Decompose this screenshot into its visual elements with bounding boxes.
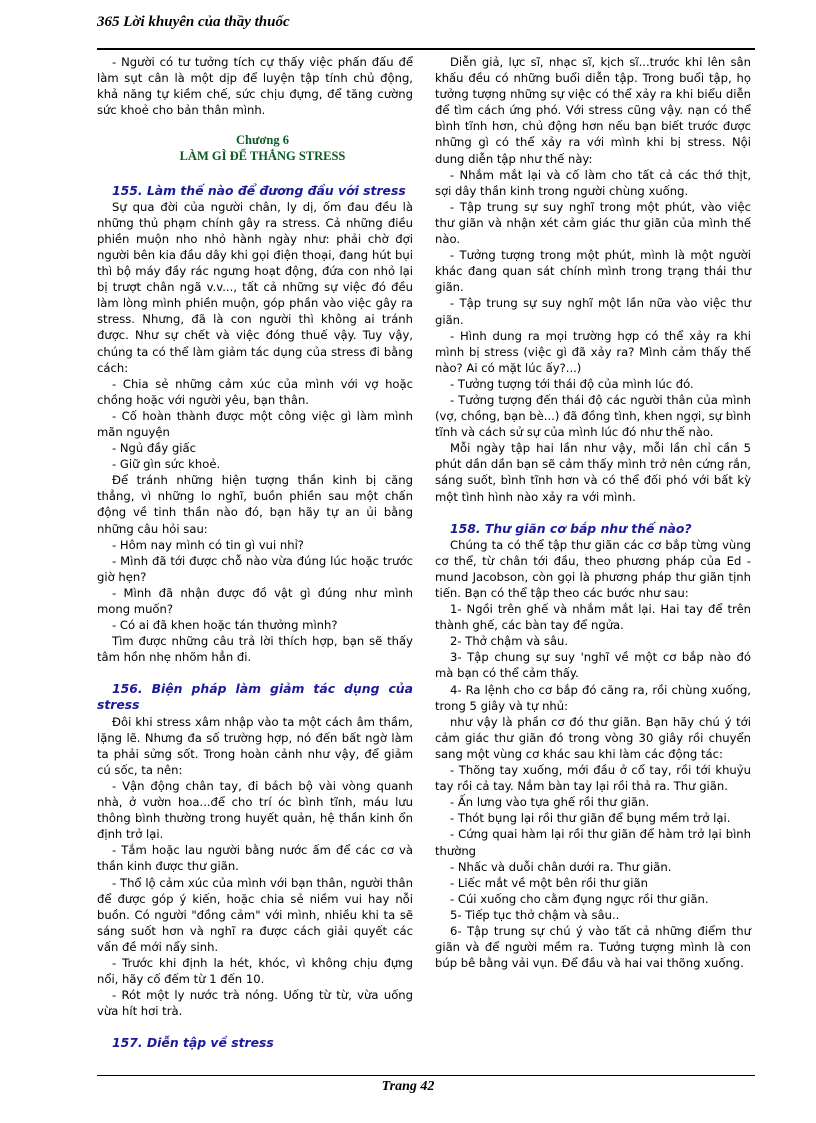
paragraph: Để tránh những hiện tượng thần kinh bị căng thẳng, vì những lo nghĩ, buồn phiền sau một chấn động về tinh thần nào đó, bạn hãy tự an ủi bằng những câu hỏi sau: — [97, 473, 413, 536]
list-item: - Thổ lộ cảm xúc của mình với bạn thân, người thân để được góp ý kiến, hoặc chia sẻ niềm vui hay nỗi buồn. Có người "đồng cảm" với mình, nhiều khi ta sẽ sáng suốt hơn và nghĩ ra được cách giải quyết các vấn đề mới nẩy sinh. — [97, 875, 413, 954]
list-item: - Cố hoàn thành được một công việc gì làm mình mãn nguyện — [97, 408, 413, 439]
list-item: - Có ai đã khen hoặc tán thưởng mình? — [112, 618, 338, 633]
footer-rule — [97, 1075, 755, 1076]
list-item: - Hôm nay mình có tin gì vui nhỉ? — [112, 537, 304, 552]
right-column — [435, 54, 751, 971]
paragraph: Tìm được những câu trả lời thích hợp, bạn sẽ thấy tâm hồn nhẹ nhõm hẳn đi. — [97, 634, 413, 665]
section-heading-155: 155. Làm thế nào để đương đầu với stress — [112, 182, 406, 198]
list-item: - Hình dung ra mọi trường hợp có thể xảy ra khi mình bị stress (việc gì đã xảy ra? Mình cảm thấy thế nào? Ai có mặt lúc ấy?...) — [435, 328, 751, 375]
list-item: - Tắm hoặc lau người bằng nước ấm để các cơ và thần kinh được thư giãn. — [97, 843, 413, 874]
list-item: - Thót bụng lại rồi thư giãn để bụng mềm trở lại. — [450, 811, 731, 826]
section-heading-158: 158. Thư giãn cơ bắp như thế nào? — [450, 520, 692, 536]
spacer — [435, 505, 751, 521]
running-header: 365 Lời khuyên của thầy thuốc — [97, 14, 290, 30]
step-item: 6- Tập trung sự chú ý vào tất cả những điểm thư giãn và để người mềm ra. Tưởng tượng mình là con búp bê bằng vải vụn. Để đầu và hai vai thõng xuống. — [435, 923, 751, 971]
list-item: - Trước khi định la hét, khóc, vì không chịu đựng nổi, hãy cố đếm từ 1 đến 10. — [97, 955, 413, 987]
list-item: - Tưởng tượng trong một phút, mình là một người khác đang quan sát chính mình trong trạng thái thư giãn. — [435, 248, 751, 295]
step-item: 3- Tập chung sự suy 'nghĩ về một cơ bắp nào đó mà bạn có thể cảm thấy. — [435, 650, 751, 681]
list-item: - Liếc mắt về một bên rồi thư giãn — [450, 875, 648, 890]
list-item: - Giữ gìn sức khoẻ. — [112, 457, 221, 472]
list-item: - Rót một ly nước trà nóng. Uống từ từ, vừa uống vừa hít hơi trà. — [97, 988, 413, 1019]
paragraph: như vậy là phần cơ đó thư giãn. Bạn hãy chú ý tới cảm giác thư giãn đó trong vòng 30 giây rồi chuyển sang một vùng cơ khác sau khi làm các động tác: — [435, 714, 751, 761]
chapter-number: Chương 6 — [236, 133, 289, 148]
paragraph: Mỗi ngày tập hai lần như vậy, mỗi lần chỉ cần 5 phút dần dần bạn sẽ cảm thấy mình trở nên cứng rắn, sáng suốt, bình tĩnh hơn và có thể đối phó với bất kỳ một tình hình nào xảy ra với mình. — [435, 441, 751, 504]
left-column — [97, 54, 413, 1051]
chapter-title: LÀM GÌ ĐỂ THẮNG STRESS — [179, 149, 346, 164]
step-item: 5- Tiếp tục thở chậm và sâu.. — [450, 907, 620, 922]
list-item: - Vận động chân tay, đi bách bộ vài vòng quanh nhà, ở vườn hoa...để cho trí óc bình tĩnh, máu lưu thông bình thường trong huyết quản, hệ thần kinh ổn định trở lại. — [97, 778, 413, 842]
list-item: - Mình đã tới được chỗ nào vừa đúng lúc hoặc trước giờ hẹn? — [97, 553, 413, 584]
spacer — [97, 665, 413, 681]
list-item: - Ấn lưng vào tựa ghế rồi thư giãn. — [450, 795, 650, 810]
list-item: - Cứng quai hàm lại rồi thư giãn để hàm trở lại bình thường — [435, 827, 751, 858]
step-item: 2- Thở chậm và sâu. — [450, 634, 569, 649]
spacer — [97, 1019, 413, 1035]
paragraph: Chúng ta có thể tập thư giãn các cơ bắp từng vùng cơ thể, từ chân tới đầu, theo phương pháp của Ed - mund Jacobson, còn gọi là phương pháp thư giãn tịnh tiến. Bạn có thể tập theo các bước như sau: — [435, 537, 751, 600]
section-heading-157: 157. Diễn tập về stress — [112, 1035, 274, 1051]
paragraph: Đôi khi stress xâm nhập vào ta một cách âm thầm, lặng lẽ. Nhưng đa số trường hợp, nó đến bất ngờ làm ta phải sửng sốt. Trong hoàn cảnh như vậy, để giảm cú sốc, ta nên: — [97, 714, 413, 777]
paragraph: - Người có tư tưởng tích cự thấy việc phấn đấu để làm sụt cân là một dịp để luyện tập tính chủ động, khả năng tự kiềm chế, sức chịu đựng, để tăng cường sức khoẻ cho bản thân mình. — [97, 55, 413, 118]
step-item: 1- Ngồi trên ghế và nhắm mắt lại. Hai tay để trên thành ghế, các bàn tay để ngửa. — [435, 602, 751, 633]
header-rule — [97, 48, 755, 50]
step-item: 4- Ra lệnh cho cơ bắp đó căng ra, rồi chùng xuống, trong 5 giây và tự nhủ: — [435, 682, 751, 713]
list-item: - Ngủ đầy giấc — [112, 441, 197, 456]
list-item: - Tưởng tượng tới thái độ của mình lúc đó. — [450, 376, 694, 391]
paragraph: Sự qua đời của người chân, ly dị, ốm đau đều là những thủ phạm chính gây ra stress. Cả những điều phiền muộn nho nhỏ hành ngày như: phải chờ đợi người bên kia đầu dây khi gọi điện thoại, đang hút bụi thì bộ máy đầy rác ngưng hoạt động, đứa con nhỏ lại bị trượt chân ngã v.v..., tất cả những sự việc đó đều làm lòng mình phiền muộn, góp phần vào việc gây ra stress. Nhưng, đã là con người thì không ai tránh được. Như sự chết và việc đóng thuế vậy. Tuy vậy, chúng ta có thể làm giảm tác dụng của stress đi bằng cách: — [97, 199, 413, 375]
list-item: - Thõng tay xuống, mới đầu ở cổ tay, rồi tới khuỷu tay rồi cả tay. Nắm bàn tay lại rồi thả ra. Thư giãn. — [435, 763, 751, 794]
list-item: - Tập trung sự suy nghĩ một lần nữa vào việc thư giãn. — [435, 296, 751, 327]
list-item: - Tập trung sự suy nghĩ trong một phút, vào việc thư giãn và nhận xét cảm giác thư giãn của mình thế nào. — [435, 199, 751, 247]
paragraph: Diễn giả, lực sĩ, nhạc sĩ, kịch sĩ...trước khi lên sân khấu đều có những buổi diễn tập. Trong buổi tập, họ tưởng tượng những sự việc có thể xảy ra khi biểu diễn để tìm cách ứng phó. Với stress cũng vậy. nạn có thể bình tĩnh hơn, chủ động hơn nếu bạn biết trước được những gì có thể xảy ra với mình khi bị stress. Nội dung diễn tập như thế này: — [435, 55, 751, 166]
page-number: Trang 42 — [381, 1079, 435, 1094]
list-item: - Cúi xuống cho cằm đụng ngực rồi thư giãn. — [450, 891, 709, 906]
list-item: - Tưởng tượng đến thái độ các người thân của mình (vợ, chồng, bạn bè...) đã đồng tình, khen ngợi, sự bình tĩnh và cách sử sự của mình lúc đó như thế nào. — [435, 392, 751, 440]
list-item: - Mình đã nhận được đồ vật gì đúng như mình mong muốn? — [97, 585, 413, 616]
list-item: - Chia sẻ những cảm xúc của mình với vợ hoặc chồng hoặc với người yêu, bạn thân. — [97, 376, 413, 407]
list-item: - Nhắm mắt lại và cố làm cho tất cả các thớ thịt, sợi dây thần kinh trong người chùng xuống. — [435, 167, 751, 198]
list-item: - Nhấc và duỗi chân dưới ra. Thư giãn. — [450, 859, 672, 874]
section-heading-156: 156. Biện pháp làm giảm tác dụng của stress — [97, 681, 413, 713]
